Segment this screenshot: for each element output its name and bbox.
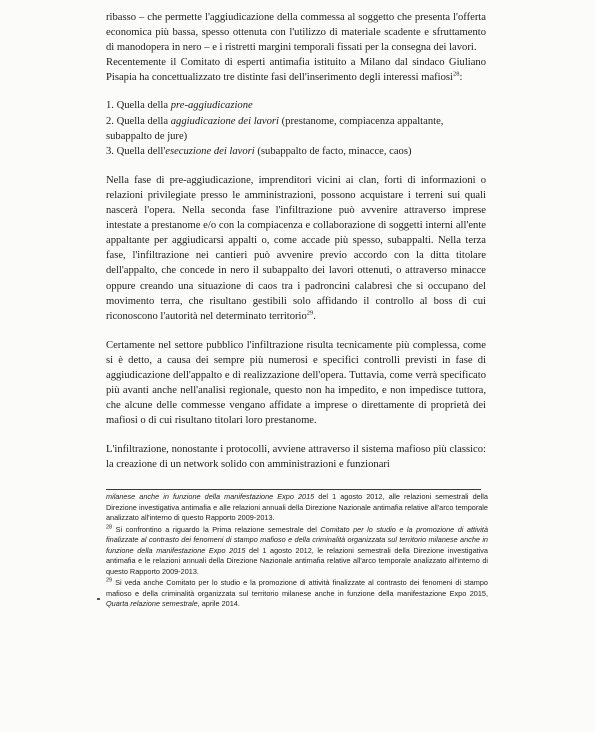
footnote-29-number: 29: [106, 577, 113, 584]
footnote-29-text-a: Si veda anche Comitato per lo studio e la promozione di attività finalizzate al contrasto dei fenomeni di stampo mafioso e della criminalità organizzata sul territorio milanese anche in funzione della manifestazione Expo 2015,: [106, 578, 488, 598]
body-text: [106, 10, 486, 473]
footnote-ref-28: 28: [453, 70, 460, 78]
paragraph-comitato: [106, 55, 486, 85]
scan-mark: [97, 598, 100, 600]
footnote-continuation: [106, 492, 488, 524]
list-item-2-prefix: 2. Quella della: [106, 115, 171, 127]
footnotes: [106, 492, 488, 611]
list-item-2-suffix: (prestanome, compiacenza appaltante, subappalto de jure): [106, 115, 444, 142]
footnote-28-number: 28: [106, 524, 113, 531]
footnote-28-text-b: del 1 agosto 2012, le relazioni semestrali della Direzione investigativa antimafia e le relazioni annuali della Direzione Nazionale antimafia relative all'arco temporale analizzato all'interno di questo Rapporto 2009-2013.: [106, 545, 488, 576]
list-item-3-suffix: (subappalto de facto, minacce, caos): [254, 145, 412, 157]
list-item-3: [106, 144, 486, 159]
paragraph-ribasso: ribasso – che permette l'aggiudicazione della commessa al soggetto che presenta l'offerta economica più bassa, spesso ottenuta con l'utilizzo di materiale scadente e sfruttamento di manodopera in nero – e i ristretti margini temporali fissati per la consegna dei lavori.: [106, 12, 486, 54]
paragraph-comitato-text: Recentemente il Comitato di esperti antimafia istituito a Milano dal sindaco Giuliano Pisapia ha concettualizzato tre distinte fasi dell'inserimento degli interessi mafiosi: [106, 57, 486, 84]
footnote-continuation-text: del 1 agosto 2012, alle relazioni semestrali della Direzione investigativa antimafia e alle relazioni annuali della Direzione Nazionale antimafia relative all'arco temporale analizzato all'interno di questo Rapporto 2009-2013.: [106, 492, 488, 522]
footnote-ref-29: 29: [306, 309, 314, 317]
list-item-1: [106, 98, 486, 113]
list-item-3-emphasis: esecuzione dei lavori: [165, 145, 255, 157]
list-item-3-prefix: 3. Quella dell': [106, 145, 166, 157]
paragraph-fasi: [106, 173, 486, 324]
footnote-continuation-emphasis: milanese anche in funzione della manifestazione Expo 2015: [106, 492, 315, 501]
footnote-28-text-a: Si confrontino a riguardo la Prima relazione semestrale del: [112, 524, 321, 534]
list-item-1-prefix: 1. Quella della: [106, 100, 171, 112]
footnote-29-emphasis: Quarta relazione semestrale: [106, 599, 198, 608]
paragraph-comitato-end: :: [459, 72, 463, 84]
paragraph-infiltrazione: L'infiltrazione, nonostante i protocolli, avviene attraverso il sistema mafioso più classico: la creazione di un network solido con amministrazioni e funzionari: [106, 444, 486, 471]
list-item-2-emphasis: aggiudicazione dei lavori: [170, 115, 279, 127]
list-item-1-emphasis: pre-aggiudicazione: [170, 100, 253, 112]
phases-list: [106, 98, 486, 158]
list-item-2: [106, 114, 486, 144]
paragraph-fasi-end: .: [313, 310, 316, 322]
footnote-29-text-b: , aprile 2014.: [197, 599, 240, 608]
footnote-28-emphasis: Comitato per lo studio e la promozione di attività finalizzate al contrasto dei fenomeni di stampo mafioso e della criminalità organizzata sul territorio milanese anche in funzione della manifestazione Expo 2015: [106, 524, 489, 555]
footnote-29: [106, 578, 488, 610]
paragraph-settore-pubblico: Certamente nel settore pubblico l'infiltrazione risulta tecnicamente più complessa, come si è detto, a causa dei sempre più numerosi e specifici controlli previsti in fase di aggiudicazione dell'appalto e di realizzazione dell'opera. Tuttavia, come verrà specificato più avanti anche nell'analisi regionale, questo non ha impedito, e non impedisce tuttora, che alcune delle commesse vengano affidate a imprese o direttamente di proprietà dei mafiosi o di cui risultano titolari loro prestanome.: [106, 339, 486, 427]
footnote-28: [106, 525, 488, 578]
footnote-separator: [106, 489, 481, 490]
paragraph-fasi-text: Nella fase di pre-aggiudicazione, imprenditori vicini ai clan, forti di informazioni o relazioni privilegiate presso le amministrazioni, possono acquistare i terreni sui quali nascerà l'opera. Nella seconda fase l'infiltrazione può avvenire attraverso imprese intestate a prestanome e/o con la compiacenza e collaborazione di soggetti interni all'ente appaltante per aggiudicarsi appalti o, come accade più spesso, subappalti. Nella terza fase, l'infiltrazione nei cantieri può avvenire previo accordo con la ditta titolare dell'appalto, che concede in nero il subappalto dei lavori ottenuti, o attraverso minacce oppure creando una situazione di caos tra i padroncini calabresi che si occupano del movimento terra, che risultano gestibili solo affidando il controllo al boss di cui riconoscono l'autorità nel determinato territorio: [106, 174, 486, 322]
